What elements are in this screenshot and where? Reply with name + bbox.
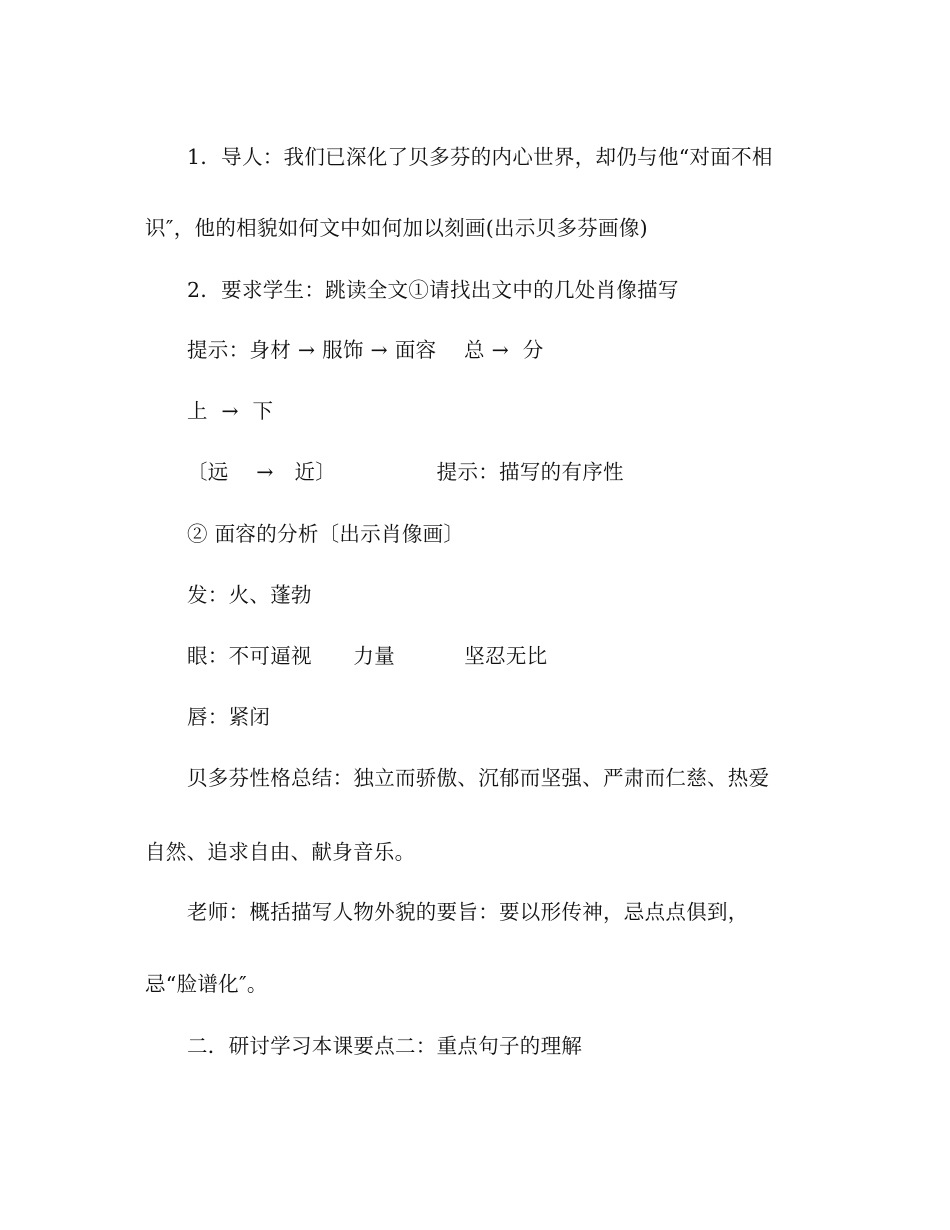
character-summary-line-1: 贝多芬性格总结：独立而骄傲、沉郁而坚强、严肃而仁慈、热爱 [187,766,770,790]
requirement-line: 2．要求学生：跳读全文①请找出文中的几处肖像描写 [187,278,679,302]
intro-paragraph-line-2: 识″，他的相貌如何文中如何加以刻画(出示贝多芬画像) [145,216,648,240]
face-analysis-heading: ② 面容的分析〔出示肖像画〕 [187,522,465,546]
hint-far-near-line: 〔远 → 近〕 提示：描写的有序性 [187,460,624,484]
eyes-description: 眼：不可逼视 力量 坚忍无比 [187,644,548,668]
section-two-heading: 二．研讨学习本课要点二：重点句子的理解 [187,1034,583,1058]
character-summary-line-2: 自然、追求自由、献身音乐。 [145,840,416,864]
hair-description: 发：火、蓬勃 [187,583,312,607]
intro-paragraph-line-1: 1．导人：我们已深化了贝多芬的内心世界，却仍与他“对面不相 [187,145,773,169]
hint-order-line: 提示：身材 → 服饰 → 面容 总 → 分 [187,338,544,362]
teacher-note-line-1: 老师：概括描写人物外貌的要旨：要以形传神，忌点点俱到， [187,900,749,924]
teacher-note-line-2: 忌“脸谱化″。 [145,972,268,996]
hint-top-bottom-line: 上 → 下 [187,399,274,423]
lips-description: 唇：紧闭 [187,705,271,729]
